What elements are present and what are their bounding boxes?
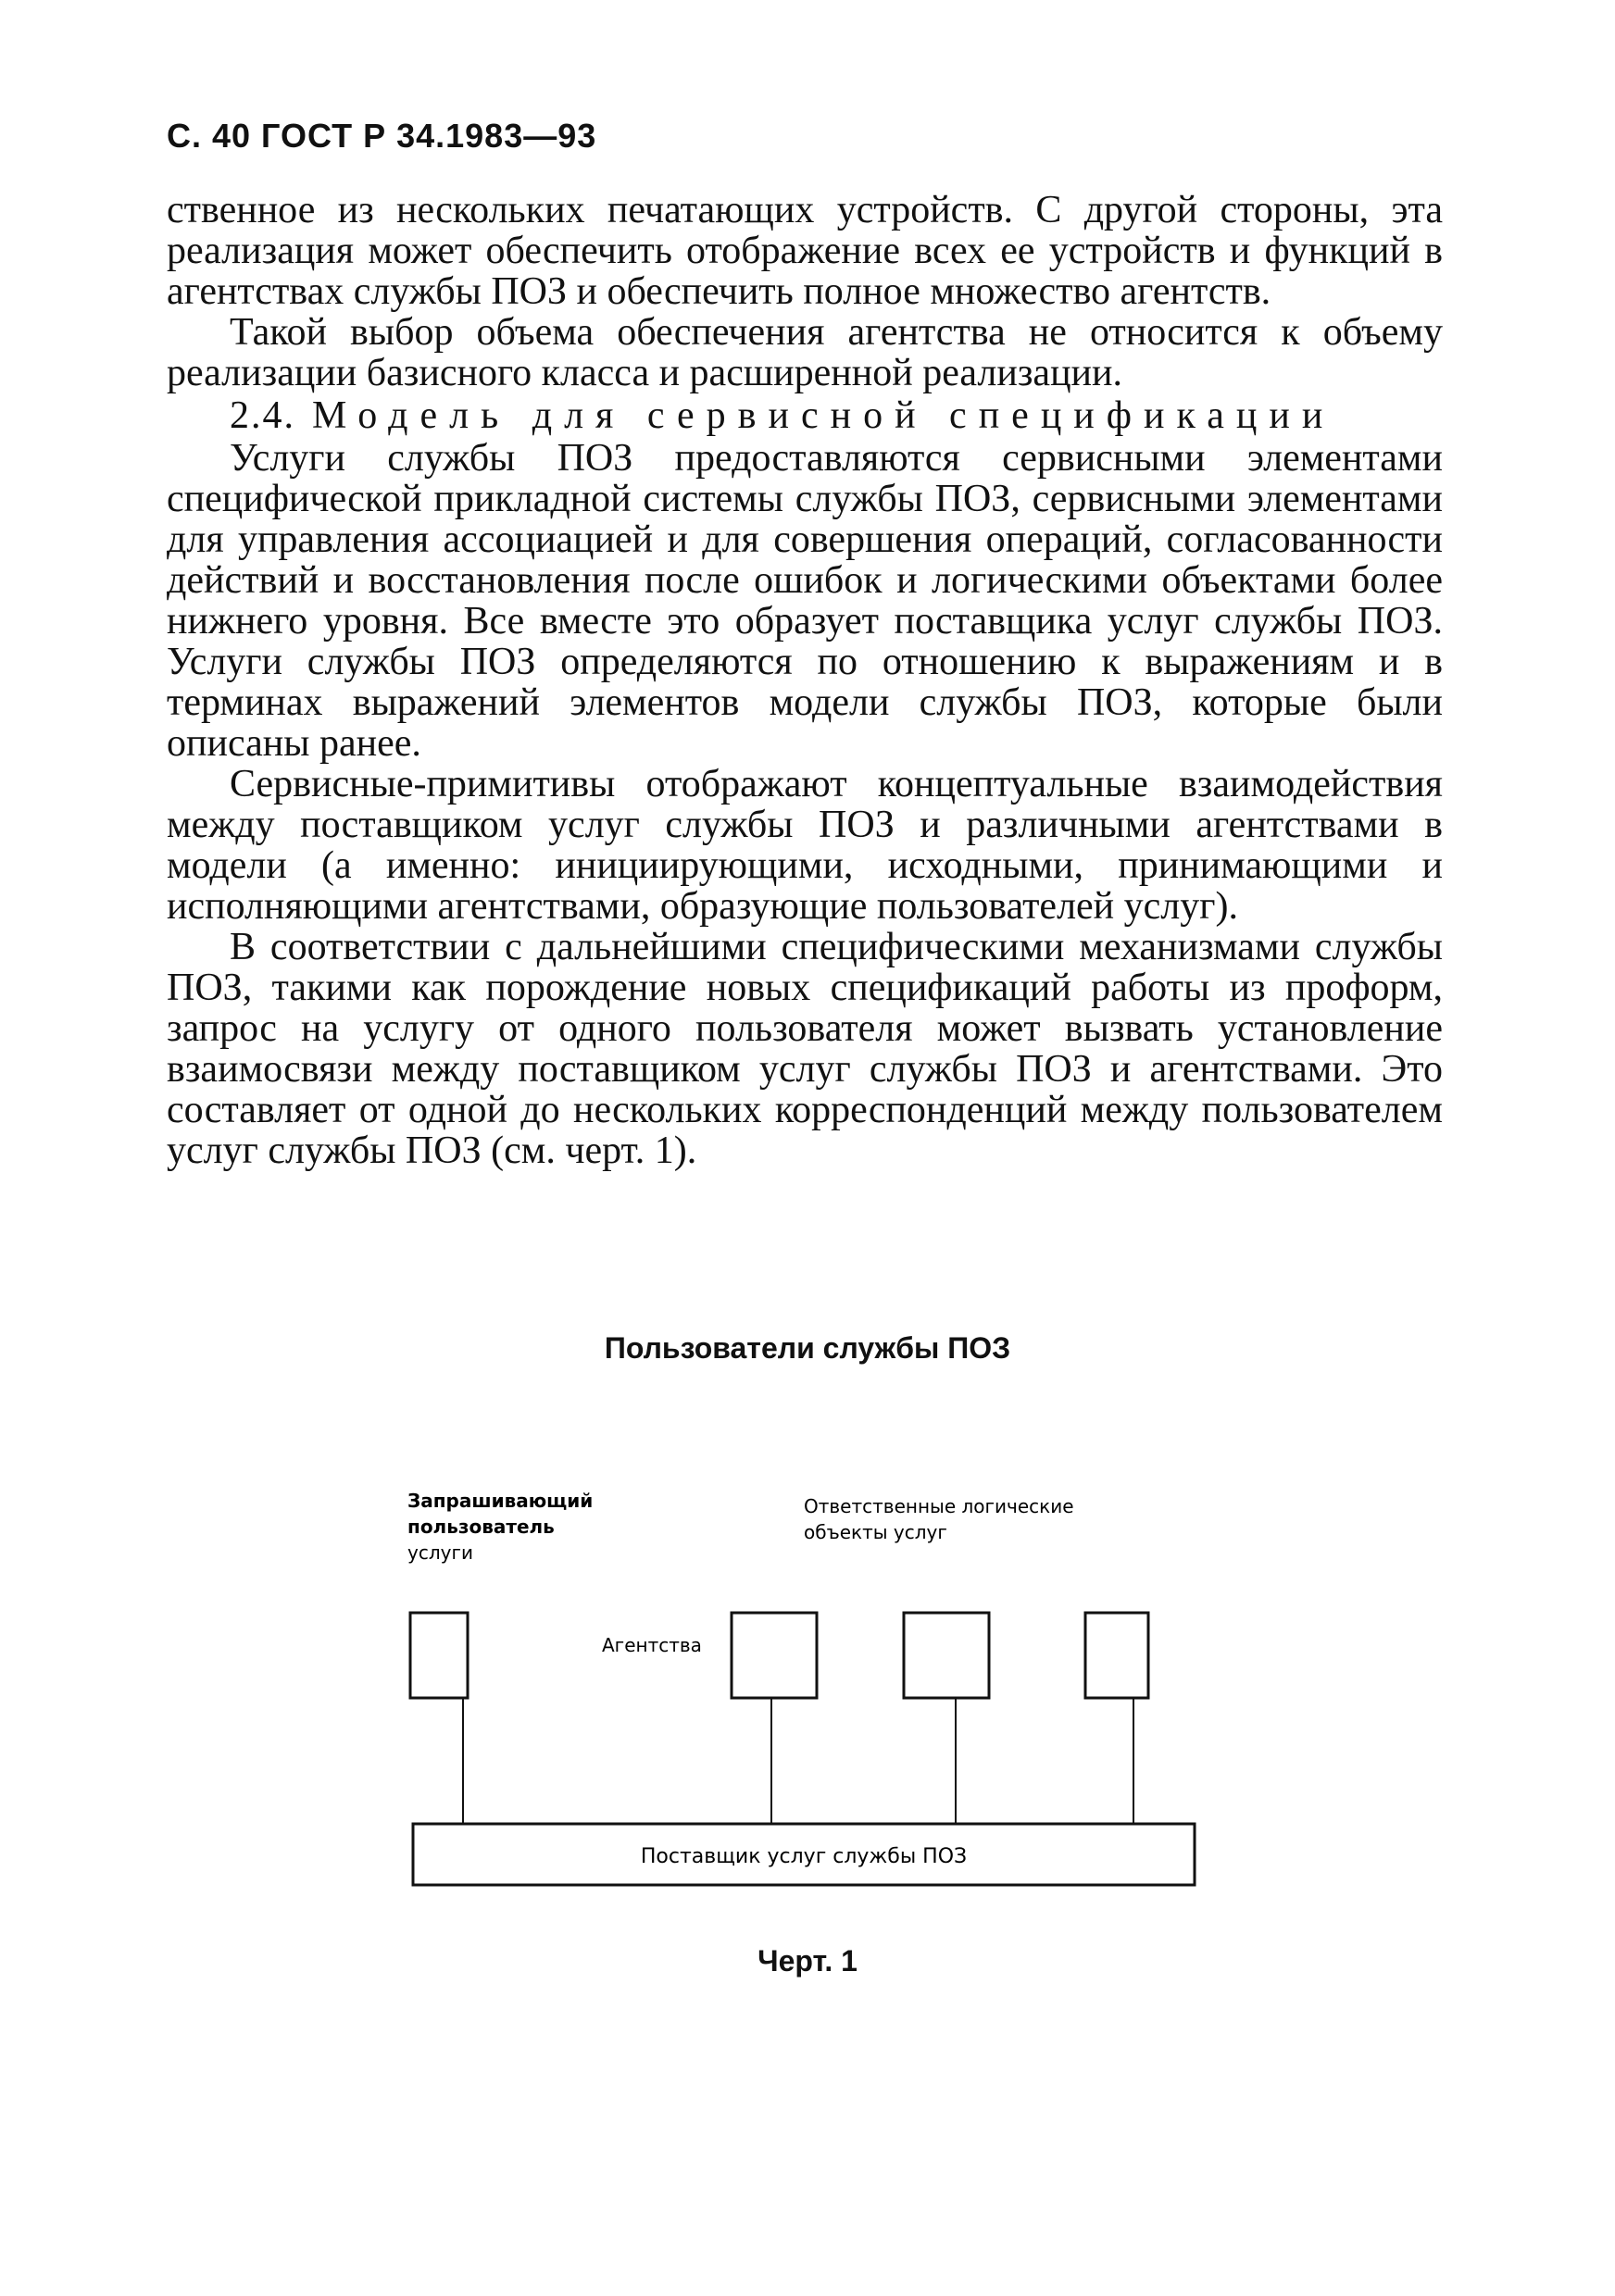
figure-title: Пользователи службы ПОЗ xyxy=(604,1331,1011,1365)
section-title: Модель для сервисной спецификации xyxy=(312,394,1335,437)
requesting-user-label-line-1: Запрашивающий xyxy=(407,1490,594,1512)
agency-box-3 xyxy=(1085,1613,1148,1698)
paragraph-1: ственное из нескольких печатающих устройств. С другой стороны, эта реализация может обеспечить отображение всех ее устройств и функций в агентствах службы ПОЗ и обеспечить полное множество агентств. xyxy=(167,189,1443,313)
agencies-label: Агентства xyxy=(602,1634,702,1656)
agency-box-1 xyxy=(732,1613,817,1698)
paragraph-2: Такой выбор объема обеспечения агентства не относится к объему реализации базисного класса и расширенной реализации. xyxy=(167,311,1443,394)
provider-label: Поставщик услуг службы ПОЗ xyxy=(640,1845,968,1868)
figure-caption: Черт. 1 xyxy=(757,1944,858,1978)
agency-box-requesting xyxy=(410,1613,468,1698)
section-number: 2.4. xyxy=(230,394,295,437)
paragraph-3: Услуги службы ПОЗ предоставляются сервисными элементами специфической прикладной системы службы ПОЗ, сервисными элементами для управления ассоциацией и для совершения операций, согласованности действий и восстановления после ошибок и логическими объектами более нижнего уровня. Все вместе это образует поставщика услуг службы ПОЗ. Услуги службы ПОЗ определяются по отношению к выражениям и в терминах выражений элементов модели службы ПОЗ, которые были описаны ранее. xyxy=(167,437,1443,765)
paragraph-5: В соответствии с дальнейшими специфическими механизмами службы ПОЗ, такими как порождение новых спецификаций работы из проформ, запрос на услугу от одного пользователя может вызвать установление взаимосвязи между поставщиком услуг службы ПОЗ и агентствами. Это составляет от одной до нескольких корреспонденций между пользователем услуг службы ПОЗ (см. черт. 1). xyxy=(167,926,1443,1172)
responsible-objects-label-line-2: объекты услуг xyxy=(804,1521,947,1543)
agency-box-2 xyxy=(904,1613,989,1698)
page-header: С. 40 ГОСТ Р 34.1983—93 xyxy=(167,117,597,155)
paragraph-4: Сервисные-примитивы отображают концептуальные взаимодействия между поставщиком услуг службы ПОЗ и различными агентствами в модели (а именно: инициирующими, исходными, принимающими и исполняющими агентствами, образующие пользователей услуг). xyxy=(167,763,1443,928)
requesting-user-label-line-3: услуги xyxy=(407,1541,473,1564)
responsible-objects-label-line-1: Ответственные логические xyxy=(804,1495,1074,1517)
requesting-user-label-line-2: пользователь xyxy=(407,1516,555,1538)
